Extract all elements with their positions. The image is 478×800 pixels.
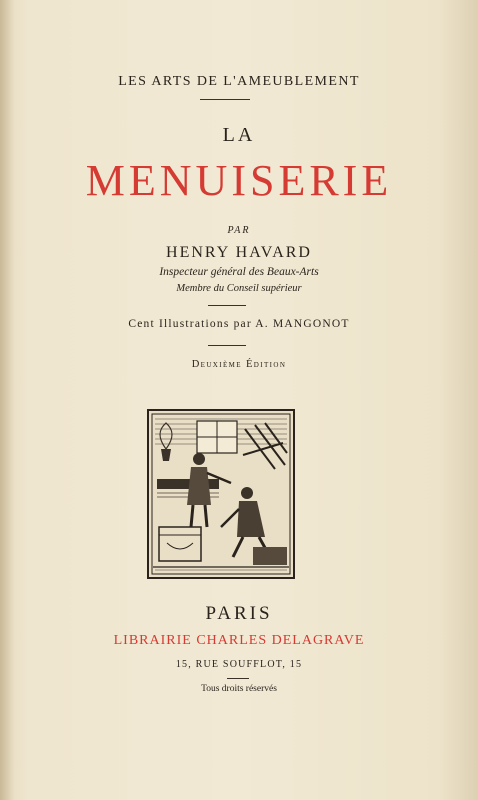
author-role-1: Inspecteur général des Beaux-Arts	[159, 266, 319, 278]
woodcut-carpenters-workshop-illustration	[147, 409, 295, 579]
author-role-2: Membre du Conseil supérieur	[176, 283, 302, 294]
pre-title: LA	[222, 124, 256, 146]
by-line: PAR	[227, 225, 251, 236]
rights-notice: Tous droits réservés	[201, 684, 277, 694]
publication-city: PARIS	[205, 603, 273, 624]
divider-rule	[200, 99, 250, 100]
publisher-address: 15, RUE SOUFFLOT, 15	[175, 659, 303, 670]
edition-label: Deuxième Édition	[191, 359, 287, 370]
book-title: MENUISERIE	[85, 156, 393, 205]
series-title: LES ARTS DE L'AMEUBLEMENT	[118, 74, 360, 89]
divider-rule	[227, 678, 249, 679]
illustrations-credit: Cent Illustrations par A. MANGONOT	[128, 318, 350, 330]
binding-gutter	[0, 0, 14, 800]
divider-rule	[208, 345, 246, 346]
divider-rule	[208, 305, 246, 306]
publisher-name: LIBRAIRIE CHARLES DELAGRAVE	[113, 633, 365, 648]
author-name: HENRY HAVARD	[166, 244, 312, 261]
